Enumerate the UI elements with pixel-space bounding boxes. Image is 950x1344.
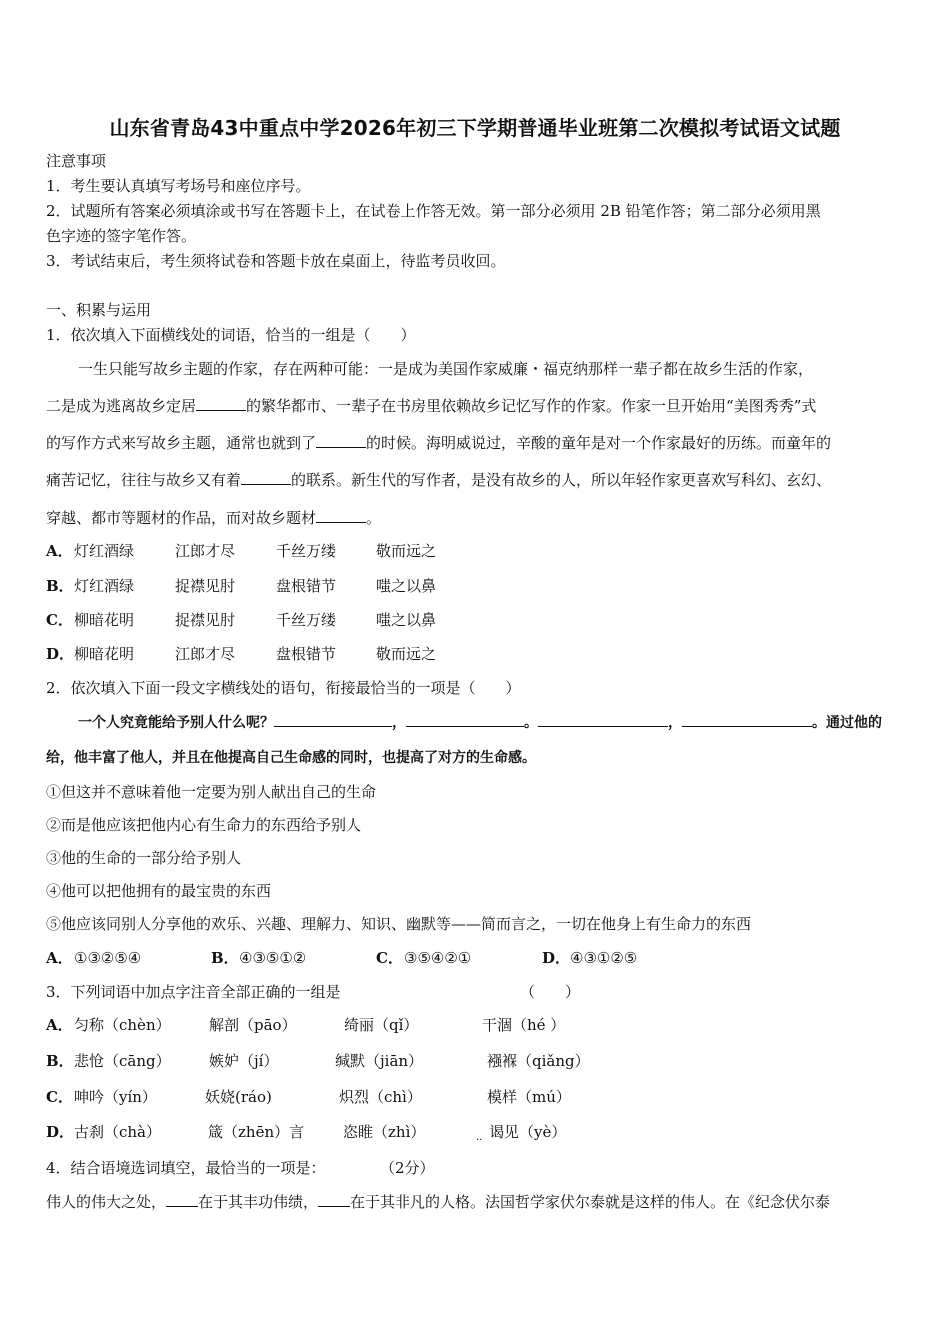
q1-option-c-word: 嗤之以鼻	[376, 611, 437, 629]
q1-option-b-word: 盘根错节	[276, 577, 337, 595]
q2-option-b-label[interactable]: B．	[211, 949, 239, 967]
q1-option-d-label[interactable]: D．	[46, 645, 75, 663]
q2-item-1: ①但这并不意味着他一定要为别人献出自己的生命	[46, 783, 377, 801]
q4-passage-text: 在于其非凡的人格。法国哲学家伏尔泰就是这样的伟人。在《纪念伏尔泰	[350, 1193, 831, 1211]
q2-stem: 2．依次填入下面一段文字横线处的语句，衔接最恰当的一项是（ ）	[46, 679, 521, 697]
q1-passage-line-5	[46, 508, 381, 528]
q2-option-c-label[interactable]: C．	[376, 949, 403, 967]
q2-passage-line-1	[78, 712, 882, 733]
q1-option-c-label[interactable]: C．	[46, 611, 73, 629]
notice-heading: 注意事项	[46, 152, 107, 170]
q1-option-b-label[interactable]: B．	[46, 577, 74, 595]
q3-option-a-word: 匀称（chèn）	[74, 1016, 171, 1034]
q1-option-a-word: 敬而远之	[376, 542, 437, 560]
notice-item-3: 3．考试结束后，考生须将试卷和答题卡放在桌面上，待监考员收回。	[46, 252, 506, 270]
q2-option-a-label[interactable]: A．	[46, 949, 73, 967]
q2-item-2: ②而是他应该把他内心有生命力的东西给予别人	[46, 816, 362, 834]
q1-option-a-label[interactable]: A．	[46, 542, 73, 560]
q1-stem: 1．依次填入下面横线处的词语，恰当的一组是（ ）	[46, 326, 416, 344]
emphasis-dots: ··	[476, 1135, 483, 1146]
q2-option-d-text: ④③①②⑤	[570, 949, 638, 967]
q1-passage-text: 的写作方式来写故乡主题，通常也就到了	[46, 434, 317, 452]
q1-passage-text: 的联系。新生代的写作者，是没有故乡的人，所以年轻作家更喜欢写科幻、玄幻、	[291, 471, 832, 489]
q4-passage-text: 伟人的伟大之处，	[46, 1193, 167, 1211]
q3-option-a-word: 解剖（pāo）	[209, 1016, 297, 1034]
q3-option-d-word: 古刹（chà）	[74, 1123, 162, 1141]
q3-option-d-word: 谒见（yè）	[489, 1123, 567, 1141]
fill-blank	[318, 1192, 350, 1207]
q3-option-b-word: 缄默（jiān）	[335, 1052, 424, 1070]
q3-option-c-word: 炽烈（chì）	[339, 1088, 422, 1106]
q1-option-d-word: 柳暗花明	[74, 645, 135, 663]
q2-separator: ，	[392, 715, 406, 731]
q3-option-b-label[interactable]: B．	[46, 1052, 74, 1070]
q1-passage-text: 痛苦记忆，往往与故乡又有着	[46, 471, 242, 489]
q4-stem: 4．结合语境选词填空，最恰当的一项是：	[46, 1159, 326, 1177]
q1-option-b-word: 灯红酒绿	[74, 577, 135, 595]
q1-passage-text: 。	[366, 509, 382, 527]
q1-passage-text: 穿越、都市等题材的作品，而对故乡题材	[46, 509, 317, 527]
q1-passage-line-1: 一生只能写故乡主题的作家，存在两种可能：一是成为美国作家威廉・福克纳那样一辈子都在故乡生活的作家，	[78, 360, 814, 378]
q3-option-a-label[interactable]: A．	[46, 1016, 73, 1034]
q2-option-a-text: ①③②⑤④	[74, 949, 142, 967]
q3-option-a-word: 干涸（hé ）	[482, 1016, 566, 1034]
fill-blank	[166, 1192, 198, 1207]
q3-option-c-label[interactable]: C．	[46, 1088, 73, 1106]
q3-option-d-label[interactable]: D．	[46, 1123, 75, 1141]
section-heading: 一、积累与运用	[46, 301, 152, 319]
q3-option-b-word: 悲怆（cāng）	[74, 1052, 171, 1070]
fill-blank	[241, 470, 291, 485]
q2-option-b-text: ④③⑤①②	[239, 949, 307, 967]
q1-option-b-word: 捉襟见肘	[175, 577, 236, 595]
q1-option-a-word: 江郎才尽	[175, 542, 236, 560]
q2-item-3: ③他的生命的一部分给予别人	[46, 849, 242, 867]
q1-option-c-word: 柳暗花明	[74, 611, 135, 629]
q1-option-d-word: 敬而远之	[376, 645, 437, 663]
q2-option-c-text: ③⑤④②①	[404, 949, 472, 967]
q3-option-c-word: 呻吟（yín）	[74, 1088, 157, 1106]
q2-separator: ，	[668, 715, 682, 731]
q1-passage-text: 二是成为逃离故乡定居	[46, 397, 197, 415]
q1-option-b-word: 嗤之以鼻	[376, 577, 437, 595]
q3-option-b-word: 嫉妒（jí）	[209, 1052, 279, 1070]
q4-passage-line-1	[46, 1192, 830, 1212]
q1-passage-line-4	[46, 470, 831, 490]
page-title: 山东省青岛43中重点中学2026年初三下学期普通毕业班第二次模拟考试语文试题	[109, 116, 841, 140]
q2-item-4: ④他可以把他拥有的最宝贵的东西	[46, 882, 272, 900]
q1-option-c-word: 捉襟见肘	[175, 611, 236, 629]
fill-blank	[406, 712, 524, 727]
q3-option-d-word: 箴（zhēn）言	[208, 1123, 305, 1141]
q1-passage-line-3	[46, 433, 831, 453]
q1-option-a-word: 灯红酒绿	[74, 542, 135, 560]
q3-option-d-word: 恣睢（zhì）	[343, 1123, 426, 1141]
fill-blank	[274, 712, 392, 727]
fill-blank	[682, 712, 812, 727]
fill-blank	[538, 712, 668, 727]
q3-option-a-word: 绮丽（qǐ）	[344, 1016, 419, 1034]
q2-passage-text: 。通过他的	[812, 715, 882, 731]
q2-separator: 。	[524, 715, 538, 731]
q1-passage-text: 的繁华都市、一辈子在书房里依赖故乡记忆写作的作家。作家一旦开始用“美图秀秀”式	[246, 397, 817, 415]
q3-answer-paren: （ ）	[520, 983, 581, 1001]
fill-blank	[316, 433, 366, 448]
q2-item-5: ⑤他应该同别人分享他的欢乐、兴趣、理解力、知识、幽默等——简而言之，一切在他身上有生命力的东西	[46, 915, 752, 933]
fill-blank	[316, 508, 366, 523]
q1-option-a-word: 千丝万缕	[276, 542, 337, 560]
q1-passage-text: 的时候。海明威说过，辛酸的童年是对一个作家最好的历练。而童年的	[366, 434, 832, 452]
q3-stem: 3．下列词语中加点字注音全部正确的一组是	[46, 983, 341, 1001]
q3-option-b-word: 襁褓（qiǎng）	[487, 1052, 590, 1070]
notice-item-2-cont: 色字迹的签字笔作答。	[46, 227, 197, 245]
notice-item-2: 2．试题所有答案必须填涂或书写在答题卡上，在试卷上作答无效。第一部分必须用 2B 铅笔作答；第二部分必须用黑	[46, 202, 821, 220]
q1-passage-line-2	[46, 396, 816, 416]
q4-passage-text: 在于其丰功伟绩，	[198, 1193, 319, 1211]
q1-option-c-word: 千丝万缕	[276, 611, 337, 629]
notice-item-1: 1．考生要认真填写考场号和座位序号。	[46, 177, 311, 195]
q3-option-c-word: 妖娆(ráo)	[205, 1088, 272, 1106]
fill-blank	[196, 396, 246, 411]
q1-option-d-word: 江郎才尽	[175, 645, 236, 663]
q4-score: （2分）	[380, 1159, 435, 1177]
q3-option-c-word: 模样（mú）	[487, 1088, 571, 1106]
q1-option-d-word: 盘根错节	[276, 645, 337, 663]
q2-passage-line-2: 给，他丰富了他人，并且在他提高自己生命感的同时，也提高了对方的生命感。	[46, 750, 536, 766]
q2-option-d-label[interactable]: D．	[542, 949, 571, 967]
q2-passage-text: 一个人究竟能给予别人什么呢？	[78, 715, 274, 731]
